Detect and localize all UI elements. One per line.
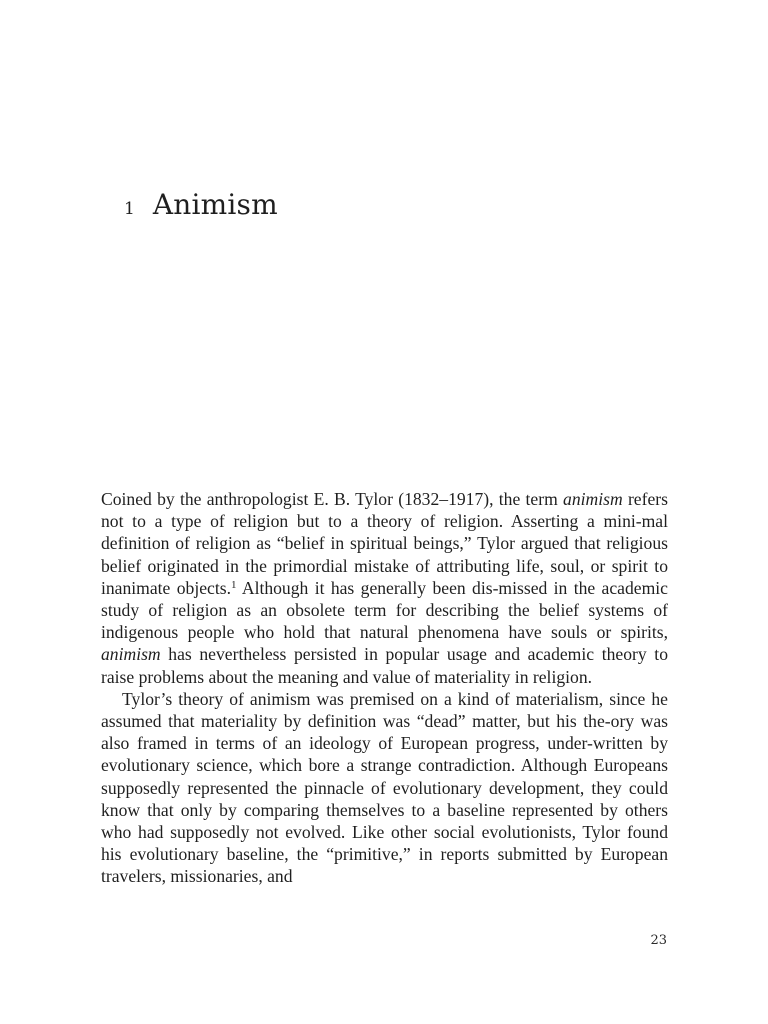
italic-term-animism: animism <box>101 644 161 665</box>
page-number: 23 <box>650 933 667 948</box>
chapter-heading <box>124 188 278 221</box>
footnote-marker[interactable]: 1 <box>230 578 237 591</box>
italic-term-animism: animism <box>563 489 623 509</box>
paragraph-1-part-a: Coined by the anthropologist E. B. Tylor (1832–1917), the term <box>101 489 564 509</box>
paragraph-1 <box>101 488 668 688</box>
paragraph-1-part-d: has nevertheless persisted in popular usage and academic theory to raise problems about the meaning and value of materiality in religion. <box>101 644 668 687</box>
body-text <box>101 488 668 888</box>
paragraph-2: Tylor’s theory of animism was premised on a kind of materialism, since he assumed that materiality by definition was “dead” matter, but his the-ory was also framed in terms of an ideology of European progress, under-written by evolutionary science, which bore a strange contradiction. Although Europeans supposedly represented the pinnacle of evolutionary development, they could know that only by comparing themselves to a baseline represented by others who had supposedly not evolved. Like other social evolutionists, Tylor found his evolutionary baseline, the “primitive,” in reports submitted by European travelers, missionaries, and <box>101 688 668 887</box>
chapter-title: Animism <box>152 188 278 221</box>
chapter-number: 1 <box>124 199 135 219</box>
paragraph-1-part-c: Although it has generally been dis-missed in the academic study of religion as an obsolete term for describing the belief systems of indigenous people who hold that natural phenomena have souls or spirits, <box>101 577 668 643</box>
paragraph-1-part-b: refers not to a type of religion but to a theory of religion. Asserting a mini-mal definition of religion as “belief in spiritual beings,” Tylor argued that religious belief originated in the primordial mistake of attributing life, soul, or spirit to inanimate objects. <box>101 489 668 598</box>
